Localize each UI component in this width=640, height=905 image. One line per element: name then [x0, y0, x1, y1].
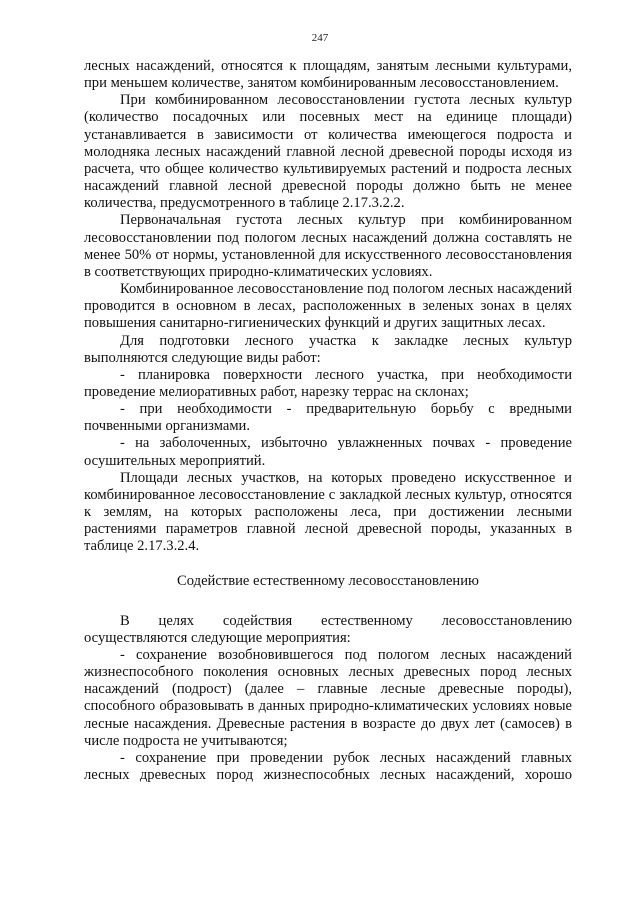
paragraph: При комбинированном лесовосстановлении густота лесных культур (количество посадочных или посевных мест на единице площади) устанавливается в зависимости от количества имеющегося подроста и молодняка лесных насаждений главной лесной древесной породы исходя из расчета, что общее количество культивируемых растений и подроста лесных насаждений главной лесной древесной породы должно быть не менее количества, предусмотренного в таблице 2.17.3.2.2.: [84, 92, 572, 212]
paragraph: Комбинированное лесовосстановление под пологом лесных насаждений проводится в основном в лесах, расположенных в зеленых зонах в целях повышения санитарно-гигиенических функций и других защитных лесах.: [84, 281, 572, 332]
list-item: - сохранение возобновившегося под пологом лесных насаждений жизнеспособного поколения основных лесных древесных пород лесных насаждений (подрост) (далее – главные лесные древесные породы), способного образовывать в данных природно-климатических условиях новые лесные насаждения. Древесные растения в возрасте до двух лет (самосев) в числе подроста не учитываются;: [84, 647, 572, 749]
section-heading: Содействие естественному лесовосстановлению: [177, 572, 479, 589]
page-number: 247: [311, 32, 329, 44]
paragraph: Первоначальная густота лесных культур при комбинированном лесовосстановлении под пологом лесных насаждений должна составлять не менее 50% от нормы, установленной для искусственного лесовосстановления в соответствующих природно-климатических условиях.: [84, 212, 572, 280]
list-item: - планировка поверхности лесного участка, при необходимости проведение мелиоративных работ, нарезку террас на склонах;: [84, 366, 572, 400]
paragraph: В целях содействия естественному лесовосстановлению осуществляются следующие мероприятия:: [84, 612, 572, 646]
paragraph: Площади лесных участков, на которых проведено искусственное и комбинированное лесовосстановление с закладкой лесных культур, относятся к землям, на которых расположены леса, при достижении лесными растениями параметров главной лесной древесной породы, указанных в таблице 2.17.3.2.4.: [84, 469, 572, 555]
paragraph: Для подготовки лесного участка к закладке лесных культур выполняются следующие виды работ:: [84, 332, 572, 366]
list-item: - при необходимости - предварительную борьбу с вредными почвенными организмами.: [84, 401, 572, 435]
body-text: [84, 58, 572, 784]
list-item: - сохранение при проведении рубок лесных насаждений главных лесных древесных пород жизнеспособных лесных насаждений, хорошо: [84, 749, 572, 784]
list-item: - на заболоченных, избыточно увлажненных почвах - проведение осушительных мероприятий.: [84, 435, 572, 469]
paragraph: лесных насаждений, относятся к площадям, занятым лесными культурами, при меньшем количестве, занятом комбинированным лесовосстановлением.: [84, 58, 572, 92]
